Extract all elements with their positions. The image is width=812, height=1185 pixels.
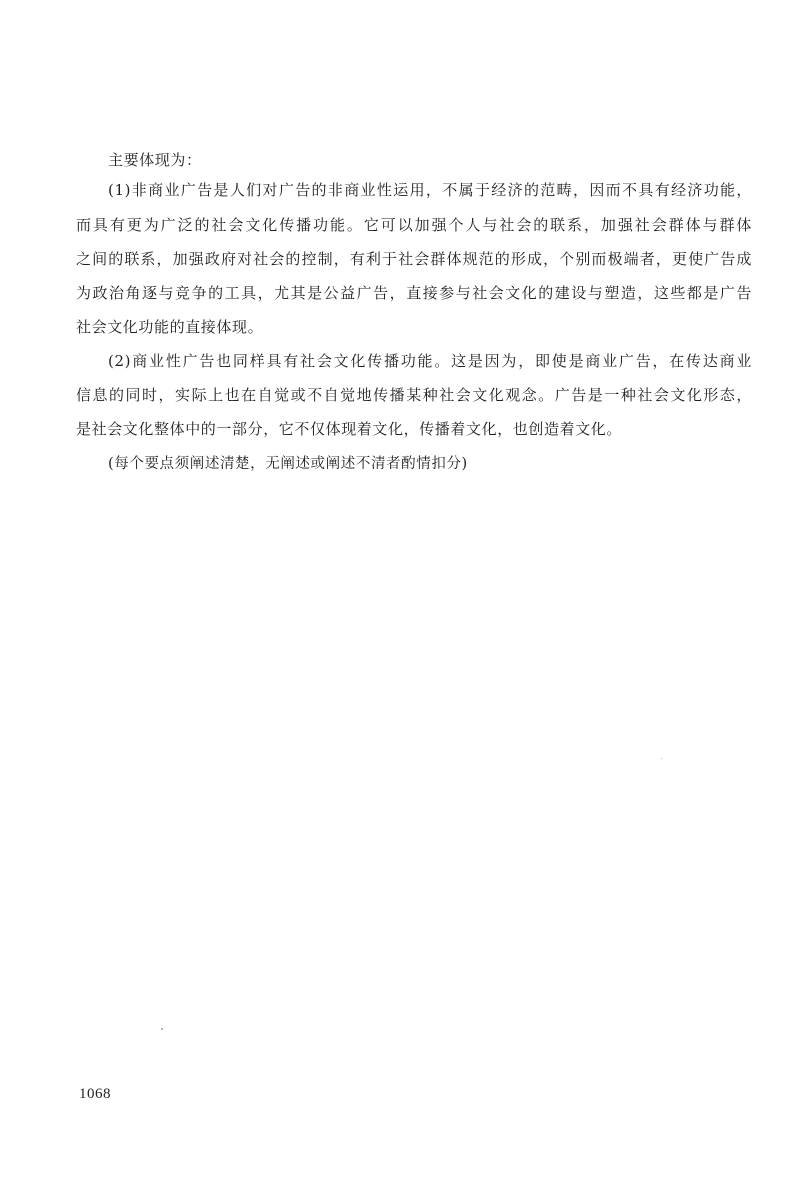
point-2-line: (2)商业性广告也同样具有社会文化传播功能。这是因为，即使是商业广告，在传达商业	[108, 352, 752, 370]
scan-speck	[161, 1028, 163, 1030]
point-1-line: 为政治角逐与竞争的工具，尤其是公益广告，直接参与社会文化的建设与塑造，这些都是广告	[76, 284, 752, 302]
scan-speck	[661, 758, 662, 759]
point-1-line: (1)非商业广告是人们对广告的非商业性运用，不属于经济的范畴，因而不具有经济功能，	[108, 181, 752, 199]
point-1-line: 而具有更为广泛的社会文化传播功能。它可以加强个人与社会的联系，加强社会群体与群体	[76, 216, 752, 234]
point-1-line: 社会文化功能的直接体现。	[76, 318, 264, 336]
point-2-line: 信息的同时，实际上也在自觉或不自觉地传播某种社会文化观念。广告是一种社会文化形态，	[76, 386, 752, 404]
intro-line: 主要体现为：	[108, 151, 202, 169]
point-2-line: 是社会文化整体中的一部分，它不仅体现着文化，传播着文化，也创造着文化。	[76, 420, 623, 438]
point-1-line: 之间的联系，加强政府对社会的控制，有利于社会群体规范的形成，个别而极端者，更使广告成	[76, 250, 752, 268]
grading-note: (每个要点须阐述清楚，无阐述或阐述不清者酌情扣分)	[108, 456, 468, 472]
page-number: 1068	[79, 1086, 111, 1102]
